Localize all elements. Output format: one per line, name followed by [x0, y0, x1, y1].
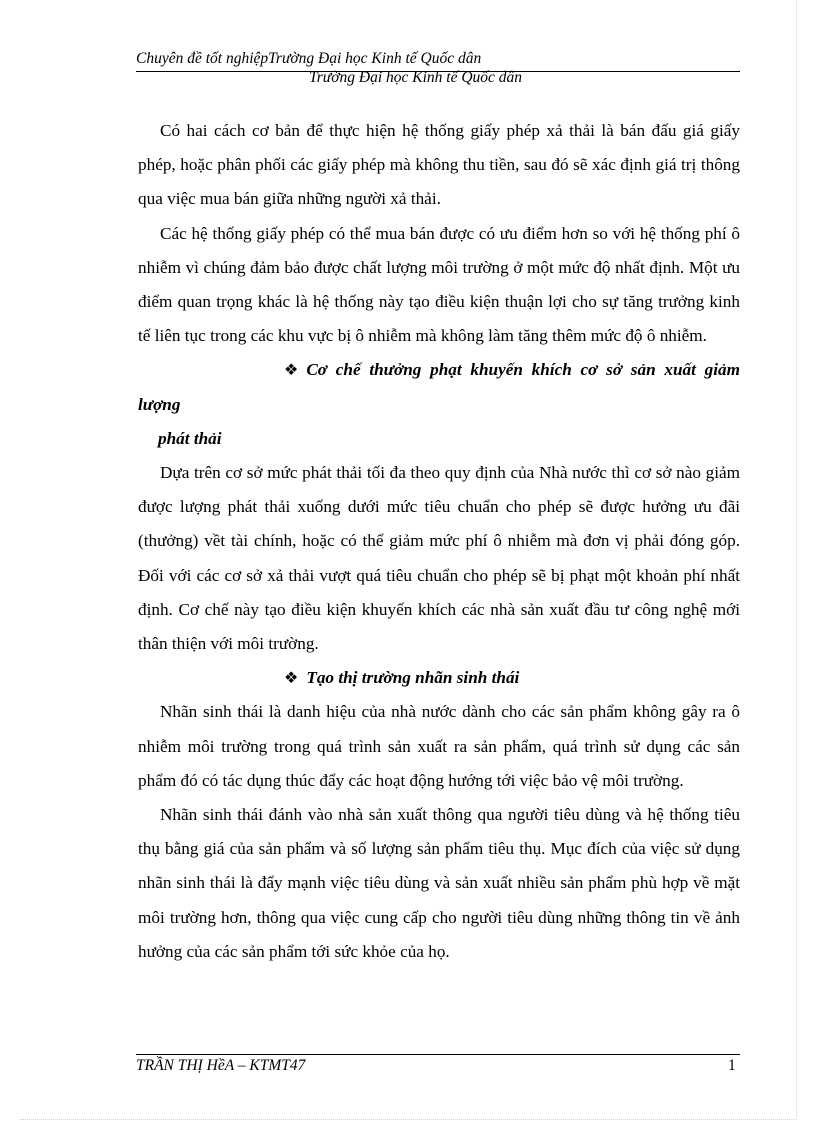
paragraph-3: Dựa trên cơ sở mức phát thải tối đa theo quy định của Nhà nước thì cơ sở nào giảm được lượng phát thải xuống dưới mức tiêu chuẩn cho phép sẽ được hưởng ưu đãi (thưởng) vềt tài chính, hoặc có thể giảm mức phí ô nhiễm mà đơn vị phải đóng góp. Đối với các cơ sở xả thải vượt quá tiêu chuẩn cho phép sẽ bị phạt một khoản phí nhất định. Cơ chế này tạo điều kiện khuyến khích các nhà sản xuất đầu tư công nghệ mới thân thiện với môi trường.	[138, 463, 740, 654]
footer-author: TRẦN THỊ HềA – KTMT47	[136, 1057, 306, 1074]
section-heading-2	[138, 661, 740, 695]
section-heading-1	[138, 353, 740, 456]
diamond-bullet-icon: ❖	[284, 668, 299, 688]
section-heading-1-continuation: phát thải	[158, 428, 222, 448]
page-edge-bottom	[20, 1119, 796, 1120]
paragraph-2: Các hệ thống giấy phép có thể mua bán được có ưu điểm hơn so với hệ thống phí ô nhiễm vì chúng đảm bảo được chất lượng môi trường ở một mức độ nhất định. Một ưu điểm quan trọng khác là hệ thống này tạo điều kiện thuận lợi cho sự tăng trưởng kinh tế liên tục trong các khu vực bị ô nhiễm mà không làm tăng thêm mức độ ô nhiễm.	[138, 223, 740, 346]
document-body	[138, 114, 740, 969]
page-edge-right	[796, 0, 797, 1119]
paragraph-5: Nhãn sinh thái đánh vào nhà sản xuất thông qua người tiêu dùng và hệ thống tiêu thụ bằng giá của sản phẩm và số lượng sản phẩm tiêu thụ. Mục đích của việc sử dụng nhãn sinh thái là đẩy mạnh việc tiêu dùng và sản xuất nhiều sản phẩm phù hợp về mặt môi trường hơn, thông qua việc cung cấp cho người tiêu dùng những thông tin về ảnh hưởng của các sản phẩm tới sức khỏe của họ.	[138, 805, 740, 961]
footer-rule	[136, 1054, 740, 1055]
page-number: 1	[728, 1057, 736, 1074]
paragraph-1: Có hai cách cơ bản để thực hiện hệ thống giấy phép xả thải là bán đấu giá giấy phép, hoặc phân phối các giấy phép mà không thu tiền, sau đó sẽ xác định giá trị thông qua việc mua bán giữa những người xả thải.	[138, 121, 740, 209]
section-heading-1-text: Cơ chế thưởng phạt khuyến khích cơ sở sản xuất giảm lượng	[138, 360, 740, 414]
paragraph-4: Nhãn sinh thái là danh hiệu của nhà nước dành cho các sản phẩm không gây ra ô nhiễm môi trường trong quá trình sản xuất ra sản phẩm, quá trình sử dụng các sản phẩm đó có tác dụng thúc đẩy các hoạt động hướng tới việc bảo vệ môi trường.	[138, 702, 740, 790]
header-subtitle: Trường Đại học Kinh tế Quốc dân	[309, 69, 523, 86]
section-heading-2-text: Tạo thị trường nhãn sinh thái	[306, 668, 520, 688]
header-title: Chuyên đề tốt nghiệpTrường Đại học Kinh tế Quốc dân	[136, 50, 482, 67]
diamond-bullet-icon: ❖	[284, 360, 299, 380]
